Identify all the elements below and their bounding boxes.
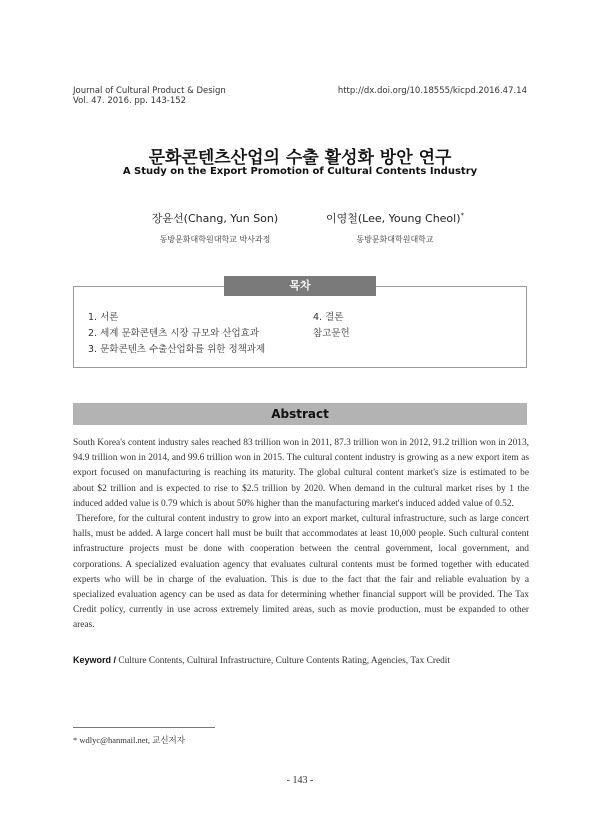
doi-link[interactable]: http://dx.doi.org/10.18555/kicpd.2016.47.14 (337, 86, 527, 96)
author-affiliation: 동방문화대학원대학교 (356, 235, 434, 244)
author-name: 장윤선(Chang, Yun Son) (151, 212, 279, 225)
abstract-heading: Abstract (73, 403, 527, 425)
author-name: 이영철(Lee, Young Cheol)* (325, 211, 465, 225)
author-block-1 (120, 210, 310, 245)
abstract-body (73, 436, 529, 634)
keyword-label: Keyword / (73, 655, 117, 665)
keyword-line (73, 655, 529, 666)
journal-volume: Vol. 47. 2016. pp. 143-152 (73, 96, 187, 106)
keyword-text: Culture Contents, Cultural Infrastructure, Culture Contents Rating, Agencies, Tax Credit (118, 656, 451, 666)
corresponding-mark: * (460, 211, 465, 220)
abstract-paragraph: Therefore, for the cultural content industry to grow into an export market, cultural infrastructure, such as large concert halls, must be added. A large concert hall must be built that accommodates at least 10,000 people. Such cultural content infrastructure projects must be done with cooperation between the central government, local government, and corporations. A specialized evaluation agency that evaluates cultural contents must be formed together with educated experts who will be in charge of the evaluation. This is due to the fact that the fair and reliable evaluation by a specialized evaluation agency can be used as data for determining whether financial support will be provided. The Tax Credit policy, currently in use across extremely limited areas, such as movie production, must be expanded to other areas. (73, 514, 529, 631)
toc-item: 2. 세계 문화콘텐츠 시장 규모와 산업효과 (88, 328, 259, 339)
abstract-paragraph: South Korea's content industry sales reached 83 trillion won in 2011, 87.3 trillion won in 2012, 91.2 trillion won in 2013, 94.9 trillion won in 2014, and 99.6 trillion won in 2015. The cultural content industry is growing as a new export item as export focused on manufacturing is reaching its maturity. The global cultural content market's size is estimated to be about $2 trillion and is expected to rise to $2.5 trillion by 2020. When demand in the cultural market rises by 1 the induced added value is 0.79 which is about 50% higher than the manufacturing market's induced added value of 0.52. (73, 438, 529, 509)
toc-item: 참고문헌 (313, 328, 350, 339)
title-korean: 문화콘텐츠산업의 수출 활성화 방안 연구 (148, 148, 452, 168)
toc-item: 4. 결론 (313, 312, 344, 323)
footnote (73, 734, 185, 746)
toc-item: 3. 문화콘텐츠 수출산업화를 위한 정책과제 (88, 344, 266, 355)
toc-item: 1. 서론 (88, 312, 119, 323)
footnote-text: wdlyc@hanmail.net, 교신저자 (79, 735, 185, 745)
footnote-divider (73, 727, 215, 728)
footnote-mark: * (73, 735, 78, 745)
title-english: A Study on the Export Promotion of Cultural Contents Industry (122, 166, 478, 177)
page-number: - 143 - (286, 775, 314, 786)
author-affiliation: 동방문화대학원대학교 박사과정 (159, 235, 271, 244)
author-block-2 (300, 210, 490, 245)
toc-heading: 목차 (224, 276, 376, 296)
journal-name: Journal of Cultural Product & Design (73, 86, 226, 96)
